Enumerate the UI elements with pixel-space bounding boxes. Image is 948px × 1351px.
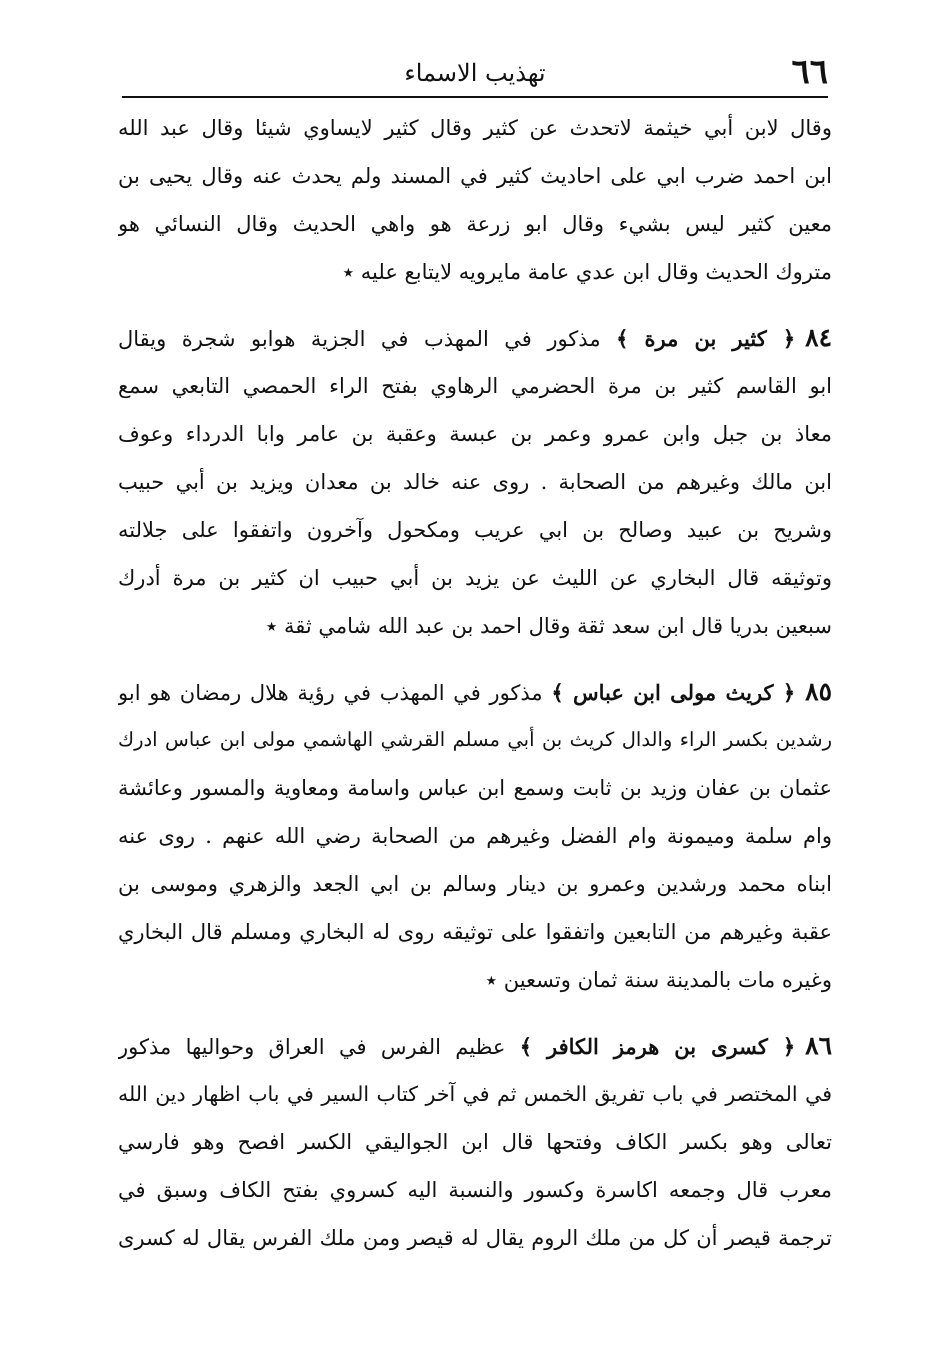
text-line: وقال لابن أبي خيثمة لاتحدث عن كثير وقال كثير لايساوي شيئا وقال عبد الله xyxy=(118,116,832,140)
text-line: وتوثيقه قال البخاري عن الليث عن يزيد بن أبي حبيب ان كثير بن مرة أدرك xyxy=(118,566,832,590)
entry-number: ٨٦ xyxy=(805,1031,832,1060)
body-text xyxy=(118,104,832,1262)
text-line xyxy=(118,668,832,716)
text-line: متروك الحديث وقال ابن عدي عامة مايرويه لايتابع عليه ٭ xyxy=(342,260,832,284)
paragraph-gap xyxy=(118,650,832,668)
header-rule xyxy=(122,96,828,98)
line-text: مذكور في المهذب في رؤية هلال رمضان هو ابو xyxy=(118,681,543,705)
paragraph-gap xyxy=(118,1004,832,1022)
entry-heading: ﴿ كسرى بن هرمز الكافر ﴾ xyxy=(519,1034,796,1059)
text-line: في المختصر في باب تفريق الخمس ثم في آخر كتاب السير في باب اظهار دين الله xyxy=(118,1082,832,1106)
text-line: وشريح بن عبيد وصالح بن ابي عريب ومكحول وآخرون واتفقوا على جلالته xyxy=(118,518,832,542)
text-line: معين كثير ليس بشيء وقال ابو زرعة هو واهي الحديث وقال النسائي هو xyxy=(118,212,832,236)
entry-number: ٨٥ xyxy=(805,677,832,706)
text-line: وام سلمة وميمونة وام الفضل وغيرهم من الصحابة رضي الله عنهم . روى عنه xyxy=(118,824,832,848)
line-text: مذكور في المهذب في الجزية هوابو شجرة ويقال xyxy=(118,327,601,351)
entry-number: ٨٤ xyxy=(805,323,832,352)
text-line: عثمان بن عفان وزيد بن ثابت وسمع ابن عباس واسامة ومعاوية والمسور وعائشة xyxy=(118,776,832,800)
text-line: ابن احمد ضرب ابي على احاديث كثير في المسند ولم يحدث عنه وقال يحيى بن xyxy=(118,164,832,188)
text-line: ابناه محمد ورشدين وعمرو بن دينار وسالم بن ابي الجعد والزهري وموسى بن xyxy=(118,872,832,896)
text-line: وغيره مات بالمدينة سنة ثمان وتسعين ٭ xyxy=(485,968,832,992)
text-line: تعالى وهو بكسر الكاف وفتحها قال ابن الجواليقي الكسر افصح وهو فارسي xyxy=(118,1130,832,1154)
page-number: ٦٦ xyxy=(791,52,828,92)
line-text: عظيم الفرس في العراق وحواليها مذكور xyxy=(118,1035,506,1059)
paragraph-continuation xyxy=(118,104,832,296)
text-line xyxy=(118,314,832,362)
text-line: معاذ بن جبل وابن عمرو وعمر بن عبسة وعقبة بن عامر وابا الدرداء وعوف xyxy=(118,422,832,446)
text-line: سبعين بدريا قال ابن سعد ثقة وقال احمد بن عبد الله شامي ثقة ٭ xyxy=(265,614,832,638)
text-line xyxy=(118,1022,832,1070)
entry-85 xyxy=(118,668,832,1004)
text-line: ترجمة قيصر أن كل من ملك الروم يقال له قيصر ومن ملك الفرس يقال له كسرى xyxy=(118,1226,832,1250)
entry-heading: ﴿ كثير بن مرة ﴾ xyxy=(616,326,796,351)
text-line: ابو القاسم كثير بن مرة الحضرمي الرهاوي بفتح الراء الحمصي التابعي سمع xyxy=(118,374,832,398)
paragraph-gap xyxy=(118,296,832,314)
text-line: معرب قال وجمعه اكاسرة وكسور والنسبة اليه كسروي بفتح الكاف وسبق في xyxy=(118,1178,832,1202)
running-title: تهذيب الاسماء xyxy=(404,59,546,87)
page-header xyxy=(122,52,828,96)
entry-heading: ﴿ كريث مولى ابن عباس ﴾ xyxy=(551,680,796,705)
entry-86 xyxy=(118,1022,832,1262)
text-line: ابن مالك وغيرهم من الصحابة . روى عنه خالد بن معدان ويزيد بن أبي حبيب xyxy=(118,470,832,494)
text-line: رشدين بكسر الراء والدال كريث بن أبي مسلم القرشي الهاشمي مولى ابن عباس ادرك xyxy=(118,728,832,751)
entry-84 xyxy=(118,314,832,650)
text-line: عقبة وغيرهم من التابعين واتفقوا على توثيقه روى له البخاري ومسلم قال البخاري xyxy=(118,920,832,944)
